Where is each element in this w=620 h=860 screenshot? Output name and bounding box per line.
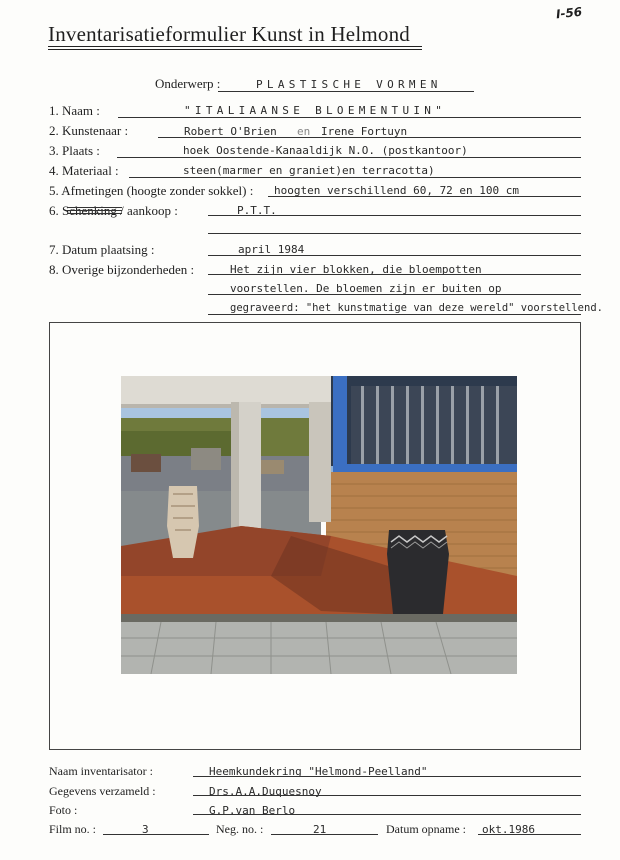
schenking-label: 6. Schenking / aankoop : — [49, 203, 178, 218]
schenking-strikeout — [67, 203, 122, 217]
foto-value: G.P.van Berlo — [209, 804, 296, 817]
kunstenaar-value-and: en — [297, 125, 311, 138]
verzameld-label: Gegevens verzameld : — [49, 784, 156, 798]
foto-label: Foto : — [49, 803, 78, 817]
neg-label: Neg. no. : — [216, 822, 264, 836]
schenking-line — [208, 215, 581, 216]
kunstenaar-value-a: Robert O'Brien — [184, 125, 277, 138]
inventarisator-line — [193, 776, 581, 777]
afmetingen-line — [268, 196, 581, 197]
datum-opname-value: okt.1986 — [482, 823, 535, 836]
verzameld-line — [193, 795, 581, 796]
form-title: Inventarisatieformulier Kunst in Helmond — [48, 22, 410, 46]
onderwerp-value: PLASTISCHE VORMEN — [256, 78, 442, 91]
materiaal-line — [129, 177, 581, 178]
datum-opname-label: Datum opname : — [386, 822, 466, 836]
overige-rule-1 — [208, 274, 581, 275]
film-line — [103, 834, 209, 835]
overige-line-3: gegraveerd: "het kunstmatige van deze wereld" voorstellend. — [230, 302, 603, 314]
film-label: Film no. : — [49, 822, 97, 836]
onderwerp-label: Onderwerp : — [155, 76, 221, 91]
afmetingen-value: hoogten verschillend 60, 72 en 100 cm — [274, 184, 520, 197]
title-underline-2 — [48, 49, 422, 50]
materiaal-label: 4. Materiaal : — [49, 163, 119, 178]
datum-opname-line — [478, 834, 581, 835]
film-value: 3 — [142, 823, 149, 836]
overige-line-2: voorstellen. De bloemen zijn er buiten op — [230, 282, 502, 295]
schenking-line-2 — [208, 233, 581, 234]
naam-value: "ITALIAANSE BLOEMENTUIN" — [184, 104, 447, 117]
title-underline — [48, 46, 422, 47]
schenking-value: P.T.T. — [237, 204, 277, 217]
afmetingen-label: 5. Afmetingen (hoogte zonder sokkel) : — [49, 183, 254, 198]
datum-plaatsing-line — [208, 255, 581, 256]
materiaal-value: steen(marmer en graniet)en terracotta) — [183, 164, 435, 177]
inventarisator-value: Heemkundekring "Helmond-Peelland" — [209, 765, 428, 778]
inventarisator-label: Naam inventarisator : — [49, 764, 153, 778]
onderwerp-line — [218, 91, 474, 92]
naam-line — [118, 117, 581, 118]
page-number: I-56 — [555, 4, 583, 22]
foto-line — [193, 814, 581, 815]
plaats-label: 3. Plaats : — [49, 143, 100, 158]
overige-label: 8. Overige bijzonderheden : — [49, 262, 195, 277]
verzameld-value: Drs.A.A.Duquesnoy — [209, 785, 322, 798]
sculpture-photo — [121, 376, 517, 674]
overige-rule-3 — [208, 314, 581, 315]
overige-rule-2 — [208, 294, 581, 295]
kunstenaar-label: 2. Kunstenaar : — [49, 123, 129, 138]
naam-label: 1. Naam : — [49, 103, 100, 118]
kunstenaar-value-b: Irene Fortuyn — [321, 125, 408, 138]
overige-line-1: Het zijn vier blokken, die bloempotten — [230, 263, 482, 276]
neg-value: 21 — [313, 823, 327, 836]
kunstenaar-line — [158, 137, 581, 138]
neg-line — [271, 834, 378, 835]
datum-plaatsing-label: 7. Datum plaatsing : — [49, 242, 155, 257]
datum-plaatsing-value: april 1984 — [238, 243, 305, 256]
plaats-value: hoek Oostende-Kanaaldijk N.O. (postkantoor) — [183, 144, 468, 157]
plaats-line — [117, 157, 581, 158]
